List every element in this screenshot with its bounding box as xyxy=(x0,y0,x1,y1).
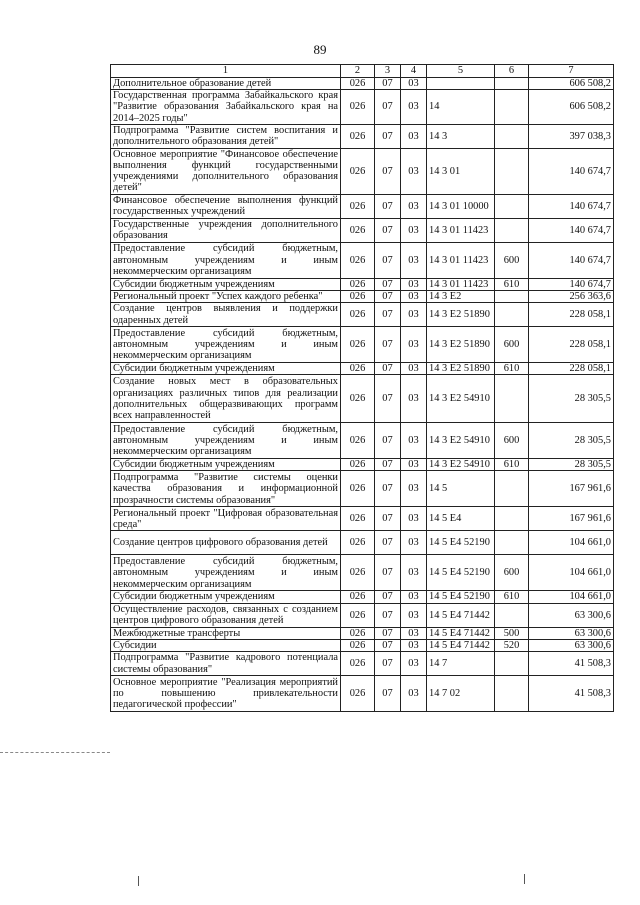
row-subsection-code: 03 xyxy=(401,423,427,459)
row-section-code: 07 xyxy=(375,676,401,712)
row-name: Создание центров цифрового образования детей xyxy=(111,531,341,555)
row-amount: 140 674,7 xyxy=(529,148,614,194)
scan-dash-line xyxy=(0,752,110,754)
row-section-code: 07 xyxy=(375,90,401,125)
row-admin-code: 026 xyxy=(341,303,375,327)
row-name: Межбюджетные трансферты xyxy=(111,627,341,639)
header-col-6: 6 xyxy=(495,65,529,78)
row-section-code: 07 xyxy=(375,507,401,531)
row-amount: 63 300,6 xyxy=(529,639,614,651)
row-expense-type xyxy=(495,676,529,712)
row-section-code: 07 xyxy=(375,555,401,591)
table-row xyxy=(111,459,614,471)
table-row xyxy=(111,124,614,148)
table-row xyxy=(111,218,614,242)
row-name: Основное мероприятие "Финансовое обеспечение выполнения функций государственными учреждениями дополнительного образования детей" xyxy=(111,148,341,194)
row-name: Создание новых мест в образовательных организациях различных типов для реализации дополнительных общеразвивающих программ всех направленностей xyxy=(111,375,341,423)
row-amount: 228 058,1 xyxy=(529,303,614,327)
row-admin-code: 026 xyxy=(341,218,375,242)
header-col-3: 3 xyxy=(375,65,401,78)
row-name: Государственные учреждения дополнительного образования xyxy=(111,218,341,242)
row-amount: 140 674,7 xyxy=(529,278,614,290)
row-section-code: 07 xyxy=(375,194,401,218)
row-name: Региональный проект "Успех каждого ребенка" xyxy=(111,290,341,302)
header-col-2: 2 xyxy=(341,65,375,78)
row-section-code: 07 xyxy=(375,591,401,603)
row-subsection-code: 03 xyxy=(401,676,427,712)
row-name: Подпрограмма "Развитие системы оценки качества образования и информационной прозрачности системы образования" xyxy=(111,471,341,507)
row-amount: 41 508,3 xyxy=(529,652,614,676)
row-expense-type xyxy=(495,124,529,148)
row-subsection-code: 03 xyxy=(401,78,427,90)
row-section-code: 07 xyxy=(375,218,401,242)
row-admin-code: 026 xyxy=(341,459,375,471)
table-row xyxy=(111,290,614,302)
row-target-article: 14 3 01 11423 xyxy=(427,218,495,242)
row-expense-type xyxy=(495,603,529,627)
row-expense-type: 600 xyxy=(495,242,529,278)
row-name: Основное мероприятие "Реализация мероприятий по повышению привлекательности педагогической профессии" xyxy=(111,676,341,712)
row-target-article: 14 3 01 11423 xyxy=(427,242,495,278)
row-name: Государственная программа Забайкальского края "Развитие образования Забайкальского края на 2014–2025 годы" xyxy=(111,90,341,125)
row-target-article: 14 7 xyxy=(427,652,495,676)
row-amount: 104 661,0 xyxy=(529,531,614,555)
row-name: Осуществление расходов, связанных с созданием центров цифрового образования детей xyxy=(111,603,341,627)
row-subsection-code: 03 xyxy=(401,471,427,507)
row-target-article: 14 3 E2 xyxy=(427,290,495,302)
row-expense-type: 500 xyxy=(495,627,529,639)
table-row xyxy=(111,555,614,591)
table-row xyxy=(111,471,614,507)
row-name: Субсидии бюджетным учреждениям xyxy=(111,591,341,603)
row-amount: 28 305,5 xyxy=(529,459,614,471)
table-row xyxy=(111,242,614,278)
row-expense-type xyxy=(495,471,529,507)
row-name: Подпрограмма "Развитие систем воспитания и дополнительного образования детей" xyxy=(111,124,341,148)
row-amount: 256 363,6 xyxy=(529,290,614,302)
page-number: 89 xyxy=(313,42,327,57)
row-target-article: 14 5 E4 xyxy=(427,507,495,531)
row-subsection-code: 03 xyxy=(401,290,427,302)
row-expense-type: 600 xyxy=(495,555,529,591)
table-row xyxy=(111,90,614,125)
row-admin-code: 026 xyxy=(341,627,375,639)
row-expense-type xyxy=(495,194,529,218)
row-section-code: 07 xyxy=(375,471,401,507)
row-admin-code: 026 xyxy=(341,603,375,627)
row-admin-code: 026 xyxy=(341,652,375,676)
row-section-code: 07 xyxy=(375,278,401,290)
row-admin-code: 026 xyxy=(341,290,375,302)
row-target-article: 14 5 xyxy=(427,471,495,507)
table-header-row xyxy=(111,65,614,78)
row-subsection-code: 03 xyxy=(401,507,427,531)
row-name: Подпрограмма "Развитие кадрового потенциала системы образования" xyxy=(111,652,341,676)
row-section-code: 07 xyxy=(375,652,401,676)
table-row xyxy=(111,363,614,375)
row-target-article: 14 7 02 xyxy=(427,676,495,712)
row-target-article: 14 3 E2 51890 xyxy=(427,327,495,363)
row-admin-code: 026 xyxy=(341,507,375,531)
row-expense-type xyxy=(495,375,529,423)
row-amount: 228 058,1 xyxy=(529,363,614,375)
row-target-article: 14 3 E2 54910 xyxy=(427,459,495,471)
row-section-code: 07 xyxy=(375,327,401,363)
row-expense-type: 600 xyxy=(495,327,529,363)
row-admin-code: 026 xyxy=(341,591,375,603)
row-target-article xyxy=(427,78,495,90)
row-expense-type xyxy=(495,218,529,242)
row-admin-code: 026 xyxy=(341,124,375,148)
row-name: Субсидии бюджетным учреждениям xyxy=(111,459,341,471)
row-amount: 606 508,2 xyxy=(529,78,614,90)
row-admin-code: 026 xyxy=(341,363,375,375)
table-row xyxy=(111,531,614,555)
row-amount: 63 300,6 xyxy=(529,627,614,639)
header-col-5: 5 xyxy=(427,65,495,78)
row-admin-code: 026 xyxy=(341,278,375,290)
row-admin-code: 026 xyxy=(341,90,375,125)
row-target-article: 14 3 01 10000 xyxy=(427,194,495,218)
table-row xyxy=(111,327,614,363)
row-amount: 63 300,6 xyxy=(529,603,614,627)
margin-mark-right xyxy=(524,874,525,884)
row-admin-code: 026 xyxy=(341,78,375,90)
row-name: Финансовое обеспечение выполнения функций государственных учреждений xyxy=(111,194,341,218)
row-subsection-code: 03 xyxy=(401,639,427,651)
row-amount: 140 674,7 xyxy=(529,194,614,218)
table-row xyxy=(111,148,614,194)
row-section-code: 07 xyxy=(375,242,401,278)
table-row xyxy=(111,627,614,639)
row-admin-code: 026 xyxy=(341,327,375,363)
row-subsection-code: 03 xyxy=(401,363,427,375)
table-row xyxy=(111,639,614,651)
row-expense-type xyxy=(495,90,529,125)
row-section-code: 07 xyxy=(375,375,401,423)
row-target-article: 14 3 E2 51890 xyxy=(427,303,495,327)
row-section-code: 07 xyxy=(375,363,401,375)
row-target-article: 14 3 E2 54910 xyxy=(427,375,495,423)
row-expense-type: 600 xyxy=(495,423,529,459)
row-section-code: 07 xyxy=(375,303,401,327)
row-expense-type xyxy=(495,507,529,531)
row-name: Региональный проект "Цифровая образовательная среда" xyxy=(111,507,341,531)
row-amount: 104 661,0 xyxy=(529,591,614,603)
row-expense-type xyxy=(495,531,529,555)
row-amount: 167 961,6 xyxy=(529,507,614,531)
table-row xyxy=(111,652,614,676)
budget-table xyxy=(110,64,614,712)
row-subsection-code: 03 xyxy=(401,459,427,471)
row-name: Предоставление субсидий бюджетным, автономным учреждениям и иным некоммерческим организациям xyxy=(111,423,341,459)
row-section-code: 07 xyxy=(375,423,401,459)
row-amount: 228 058,1 xyxy=(529,327,614,363)
row-subsection-code: 03 xyxy=(401,148,427,194)
row-admin-code: 026 xyxy=(341,148,375,194)
row-expense-type xyxy=(495,78,529,90)
row-name: Субсидии бюджетным учреждениям xyxy=(111,363,341,375)
row-target-article: 14 3 xyxy=(427,124,495,148)
row-admin-code: 026 xyxy=(341,471,375,507)
row-subsection-code: 03 xyxy=(401,303,427,327)
row-name: Предоставление субсидий бюджетным, автономным учреждениям и иным некоммерческим организациям xyxy=(111,555,341,591)
table-row xyxy=(111,194,614,218)
row-amount: 140 674,7 xyxy=(529,242,614,278)
row-admin-code: 026 xyxy=(341,555,375,591)
table-row xyxy=(111,507,614,531)
row-amount: 167 961,6 xyxy=(529,471,614,507)
row-target-article: 14 3 01 11423 xyxy=(427,278,495,290)
row-name: Предоставление субсидий бюджетным, автономным учреждениям и иным некоммерческим организациям xyxy=(111,327,341,363)
row-admin-code: 026 xyxy=(341,242,375,278)
row-section-code: 07 xyxy=(375,290,401,302)
row-amount: 104 661,0 xyxy=(529,555,614,591)
row-admin-code: 026 xyxy=(341,423,375,459)
row-name: Создание центров выявления и поддержки одаренных детей xyxy=(111,303,341,327)
row-expense-type: 520 xyxy=(495,639,529,651)
row-section-code: 07 xyxy=(375,78,401,90)
header-col-4: 4 xyxy=(401,65,427,78)
row-admin-code: 026 xyxy=(341,639,375,651)
row-expense-type: 610 xyxy=(495,591,529,603)
table-row xyxy=(111,603,614,627)
row-subsection-code: 03 xyxy=(401,603,427,627)
row-subsection-code: 03 xyxy=(401,375,427,423)
table-row xyxy=(111,676,614,712)
row-amount: 41 508,3 xyxy=(529,676,614,712)
row-section-code: 07 xyxy=(375,124,401,148)
row-subsection-code: 03 xyxy=(401,627,427,639)
row-target-article: 14 xyxy=(427,90,495,125)
row-name: Дополнительное образование детей xyxy=(111,78,341,90)
row-expense-type xyxy=(495,303,529,327)
row-target-article: 14 3 E2 54910 xyxy=(427,423,495,459)
row-amount: 140 674,7 xyxy=(529,218,614,242)
row-subsection-code: 03 xyxy=(401,652,427,676)
row-amount: 28 305,5 xyxy=(529,423,614,459)
row-section-code: 07 xyxy=(375,627,401,639)
row-subsection-code: 03 xyxy=(401,591,427,603)
row-target-article: 14 3 01 xyxy=(427,148,495,194)
row-subsection-code: 03 xyxy=(401,218,427,242)
row-subsection-code: 03 xyxy=(401,242,427,278)
row-target-article: 14 5 E4 71442 xyxy=(427,603,495,627)
row-subsection-code: 03 xyxy=(401,194,427,218)
row-subsection-code: 03 xyxy=(401,124,427,148)
row-expense-type: 610 xyxy=(495,363,529,375)
table-row xyxy=(111,278,614,290)
row-expense-type xyxy=(495,652,529,676)
row-section-code: 07 xyxy=(375,639,401,651)
row-target-article: 14 5 E4 52190 xyxy=(427,531,495,555)
row-admin-code: 026 xyxy=(341,676,375,712)
row-section-code: 07 xyxy=(375,459,401,471)
row-section-code: 07 xyxy=(375,603,401,627)
row-amount: 606 508,2 xyxy=(529,90,614,125)
row-subsection-code: 03 xyxy=(401,555,427,591)
table-row xyxy=(111,303,614,327)
row-target-article: 14 3 E2 51890 xyxy=(427,363,495,375)
row-admin-code: 026 xyxy=(341,375,375,423)
row-section-code: 07 xyxy=(375,148,401,194)
row-subsection-code: 03 xyxy=(401,531,427,555)
row-name: Субсидии бюджетным учреждениям xyxy=(111,278,341,290)
row-name: Субсидии xyxy=(111,639,341,651)
row-target-article: 14 5 E4 71442 xyxy=(427,627,495,639)
table-row xyxy=(111,78,614,90)
row-expense-type: 610 xyxy=(495,459,529,471)
row-admin-code: 026 xyxy=(341,531,375,555)
row-expense-type xyxy=(495,148,529,194)
header-col-1: 1 xyxy=(111,65,341,78)
table-row xyxy=(111,423,614,459)
row-amount: 28 305,5 xyxy=(529,375,614,423)
table-row xyxy=(111,375,614,423)
row-expense-type: 610 xyxy=(495,278,529,290)
margin-mark-left xyxy=(138,876,139,886)
table-row xyxy=(111,591,614,603)
row-name: Предоставление субсидий бюджетным, автономным учреждениям и иным некоммерческим организациям xyxy=(111,242,341,278)
row-amount: 397 038,3 xyxy=(529,124,614,148)
row-admin-code: 026 xyxy=(341,194,375,218)
row-subsection-code: 03 xyxy=(401,278,427,290)
row-target-article: 14 5 E4 71442 xyxy=(427,639,495,651)
row-target-article: 14 5 E4 52190 xyxy=(427,591,495,603)
row-section-code: 07 xyxy=(375,531,401,555)
row-expense-type xyxy=(495,290,529,302)
header-col-7: 7 xyxy=(529,65,614,78)
row-target-article: 14 5 E4 52190 xyxy=(427,555,495,591)
row-subsection-code: 03 xyxy=(401,90,427,125)
row-subsection-code: 03 xyxy=(401,327,427,363)
